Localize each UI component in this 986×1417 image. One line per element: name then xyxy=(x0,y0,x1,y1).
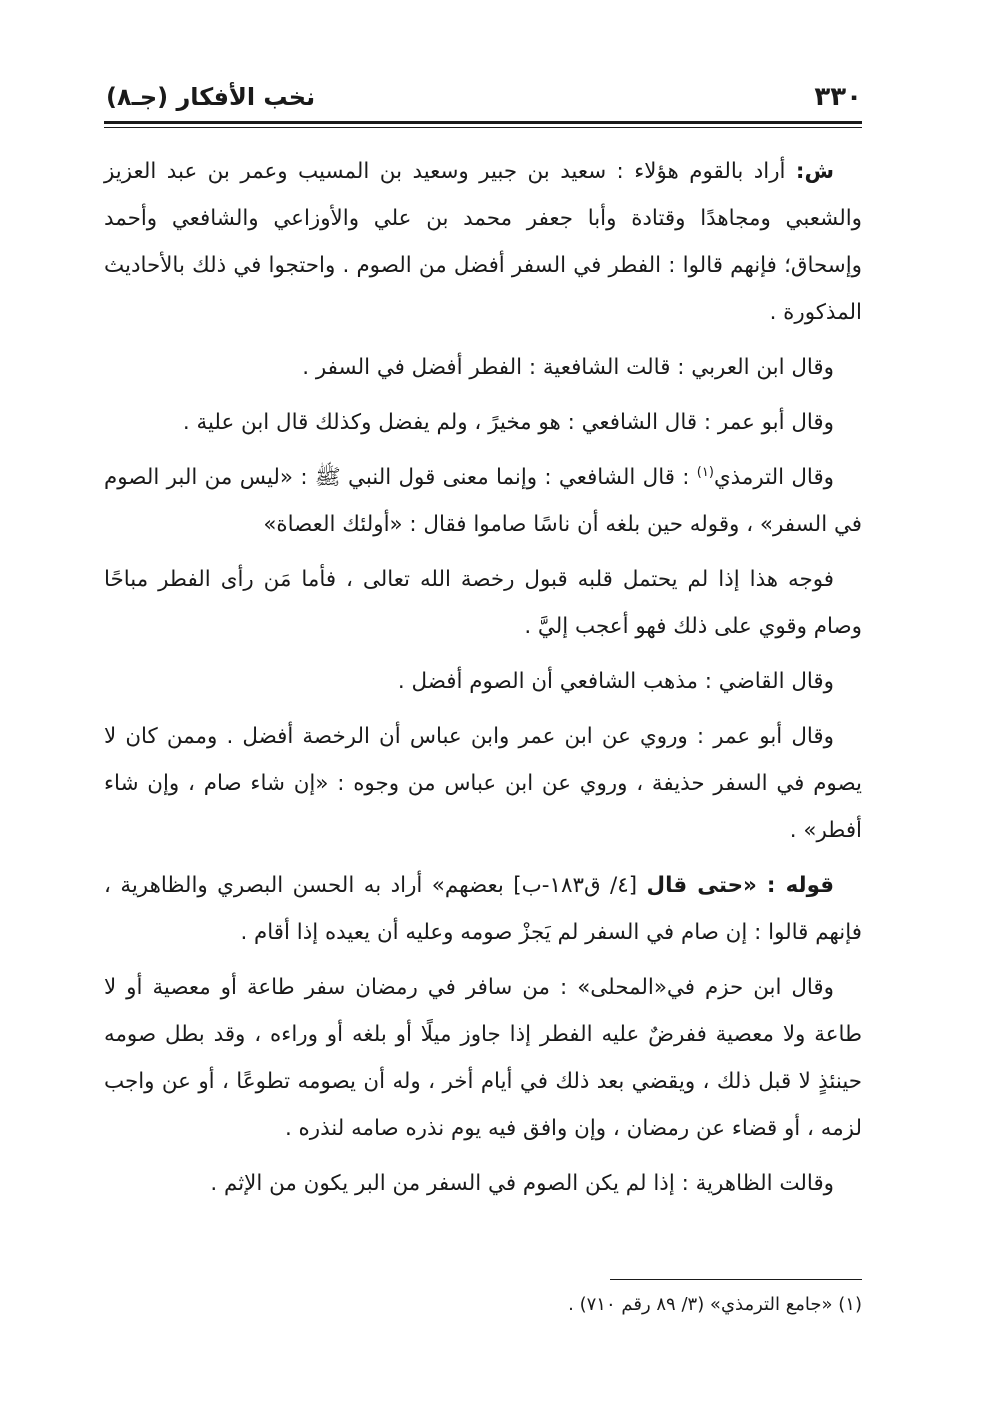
paragraph-4 xyxy=(104,454,862,548)
paragraph-8 xyxy=(104,862,862,956)
paragraph-text: : قال الشافعي : وإنما معنى قول النبي ﷺ : «ليس من البر الصوم في السفر» ، وقوله حين بلغه أن ناسًا صاموا فقال : «أولئك العصاة» xyxy=(104,465,862,537)
paragraph-3 xyxy=(104,399,862,446)
paragraph-9 xyxy=(104,964,862,1152)
paragraph-lead: ش: xyxy=(795,159,834,184)
paragraph-1 xyxy=(104,148,862,336)
footnote: (١) «جامع الترمذي» (٣/ ٨٩ رقم ٧١٠) . xyxy=(568,1294,862,1315)
main-text xyxy=(104,148,862,1215)
header-divider xyxy=(104,121,862,124)
paragraph-10 xyxy=(104,1160,862,1207)
running-title: نخب الأفكار (جـ٨) xyxy=(106,83,316,111)
paragraph-text: وقال ابن حزم في«المحلى» : من سافر في رمضان سفر طاعة أو معصية أو لا طاعة ولا معصية ففرضٌ عليه الفطر إذا جاوز ميلًا أو بلغه أو وراءه ، وقد بطل صومه حينئذٍ لا قبل ذلك ، ويقضي بعد ذلك في أيام أخر ، وله أن يصومه تطوعًا ، أو عن واجب لزمه ، أو قضاء عن رمضان ، وإن وافق فيه يوم نذره صامه لنذره . xyxy=(104,975,862,1141)
paragraph-text: وقال أبو عمر : قال الشافعي : هو مخيرً ، ولم يفضل وكذلك قال ابن علية . xyxy=(182,410,834,435)
paragraph-text-start: وقال الترمذي xyxy=(713,465,835,490)
footnote-divider xyxy=(610,1279,862,1280)
paragraph-text: وقال ابن العربي : قالت الشافعية : الفطر أفضل في السفر . xyxy=(302,355,834,380)
paragraph-text: فوجه هذا إذا لم يحتمل قلبه قبول رخصة الله تعالى ، فأما مَن رأى الفطر مباحًا وصام وقوي على ذلك فهو أعجب إليَّ . xyxy=(104,567,862,639)
paragraph-lead: قوله : «حتى قال xyxy=(646,873,835,898)
paragraph-7 xyxy=(104,713,862,854)
paragraph-2 xyxy=(104,344,862,391)
paragraph-text: [٤/ ق١٨٣-ب] بعضهم» أراد به الحسن البصري والظاهرية ، فإنهم قالوا : إن صام في السفر لم يَجزْ صومه وعليه أن يعيده إذا أقام . xyxy=(104,873,862,945)
footnote-marker: (١) xyxy=(696,464,714,480)
page-number: ٣٣٠ xyxy=(814,82,862,112)
page-header xyxy=(106,82,862,116)
paragraph-6 xyxy=(104,658,862,705)
paragraph-text: وقال القاضي : مذهب الشافعي أن الصوم أفضل . xyxy=(397,669,834,694)
paragraph-text: وقالت الظاهرية : إذا لم يكن الصوم في السفر من البر يكون من الإثم . xyxy=(210,1171,834,1196)
paragraph-text: وقال أبو عمر : وروي عن ابن عمر وابن عباس أن الرخصة أفضل . وممن كان لا يصوم في السفر حذيفة ، وروي عن ابن عباس من وجوه : «إن شاء صام ، وإن شاء أفطر» . xyxy=(104,724,862,843)
paragraph-text: أراد بالقوم هؤلاء : سعيد بن جبير وسعيد بن المسيب وعمر بن عبد العزيز والشعبي ومجاهدًا وقتادة وأبا جعفر محمد بن علي والأوزاعي والشافعي وأحمد وإسحاق؛ فإنهم قالوا : الفطر في السفر أفضل من الصوم . واحتجوا في ذلك بالأحاديث المذكورة . xyxy=(104,159,862,325)
paragraph-5 xyxy=(104,556,862,650)
